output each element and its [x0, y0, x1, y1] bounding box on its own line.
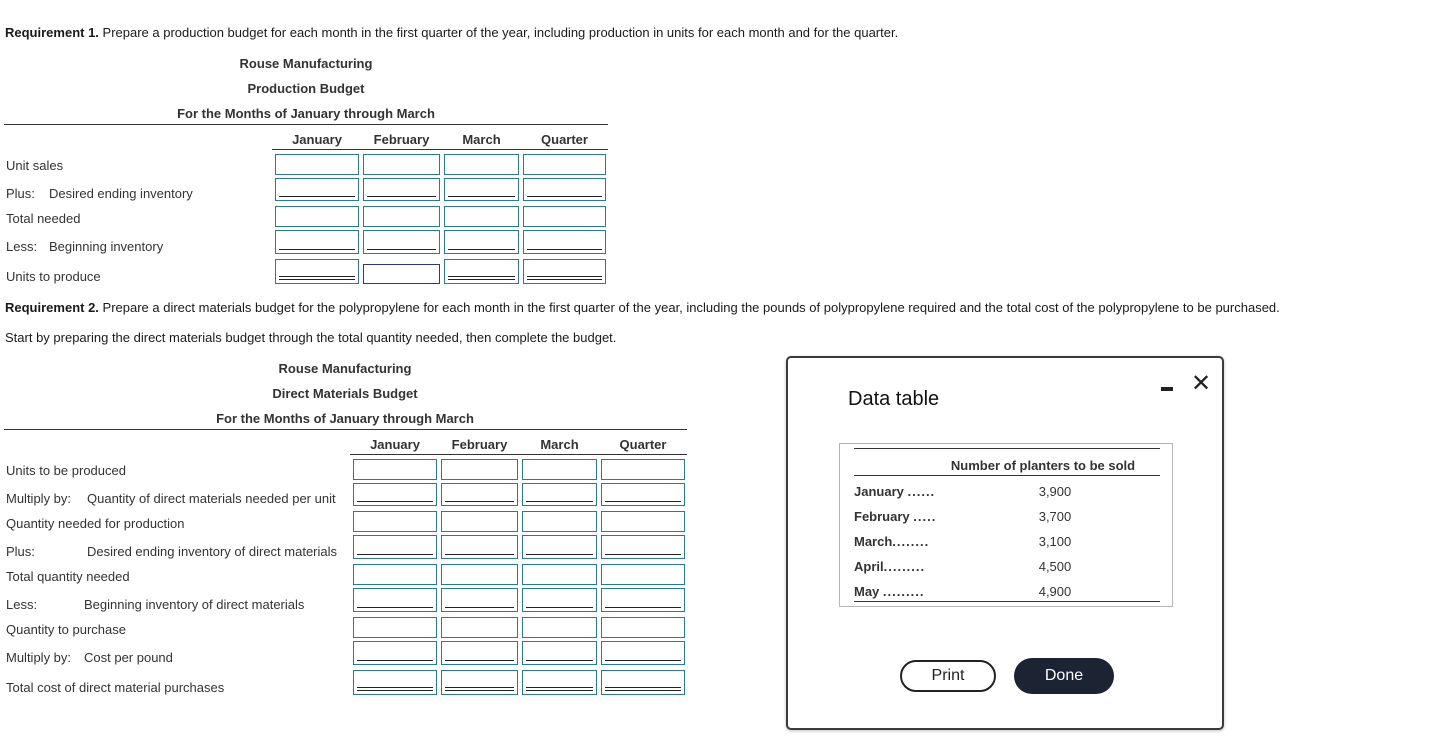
dm-row-units-produced: Units to be produced — [6, 463, 126, 478]
prod-unit-sales-qtr-input[interactable] — [523, 154, 606, 175]
dm-total-cost-mar-input[interactable] — [522, 670, 597, 695]
month-label: January — [854, 484, 904, 499]
data-table-bottom-rule — [854, 601, 1160, 602]
prod-units-to-produce-feb-input[interactable] — [363, 264, 440, 284]
data-row-month — [854, 534, 929, 549]
dm-qty-to-purchase-jan-input[interactable] — [353, 617, 437, 638]
dm-qty-to-purchase-feb-input[interactable] — [441, 617, 518, 638]
dm-header-rule — [4, 429, 687, 430]
dm-row-less — [6, 597, 305, 612]
data-row-value: 4,500 — [1038, 559, 1072, 574]
dm-plus-label: Plus: — [6, 544, 35, 559]
prod-row-units-to-produce: Units to produce — [6, 269, 101, 284]
dm-qty-needed-production-mar-input[interactable] — [522, 511, 597, 532]
dialog-title: Data table — [848, 388, 940, 410]
dm-units-produced-jan-input[interactable] — [353, 459, 437, 480]
minimize-icon[interactable] — [1160, 382, 1174, 396]
requirement-1-label: Requirement 1. — [5, 25, 99, 40]
prod-desired-ending-jan-input[interactable] — [275, 178, 359, 201]
prod-row-unit-sales: Unit sales — [6, 158, 64, 173]
prod-col-january: January — [292, 132, 342, 147]
dm-row-total-qty-needed: Total quantity needed — [6, 569, 130, 584]
prod-row-less — [6, 239, 164, 254]
dm-desired-ending-jan-input[interactable] — [353, 535, 437, 559]
dm-columns-rule — [350, 454, 687, 455]
dm-total-qty-needed-jan-input[interactable] — [353, 564, 437, 585]
prod-total-needed-mar-input[interactable] — [444, 206, 519, 227]
dm-qty-per-unit-jan-input[interactable] — [353, 483, 437, 506]
dm-row-multiply — [6, 491, 336, 506]
data-row-value: 4,900 — [1038, 584, 1072, 599]
prod-beginning-qtr-input[interactable] — [523, 230, 606, 254]
dm-beginning-jan-input[interactable] — [353, 588, 437, 612]
dm-col-quarter: Quarter — [619, 437, 667, 452]
dm-row-plus — [6, 544, 338, 559]
production-company-name: Rouse Manufacturing — [239, 56, 373, 71]
prod-unit-sales-jan-input[interactable] — [275, 154, 359, 175]
dm-less-label: Less: — [6, 597, 38, 612]
month-label: May — [854, 584, 880, 599]
prod-total-needed-qtr-input[interactable] — [523, 206, 606, 227]
leader-dots: ......... — [882, 584, 925, 599]
dm-cost-per-pound-jan-input[interactable] — [353, 641, 437, 665]
dm-multiply-label: Multiply by: — [6, 491, 72, 506]
close-icon[interactable]: ✕ — [1191, 370, 1212, 397]
prod-beginning-mar-input[interactable] — [444, 230, 519, 254]
month-label: April — [854, 559, 884, 574]
done-button[interactable]: Done — [1014, 658, 1114, 694]
dm-company-name: Rouse Manufacturing — [278, 361, 412, 376]
dm-units-produced-qtr-input[interactable] — [601, 459, 685, 480]
month-label: March — [854, 534, 893, 549]
dm-beginning-qtr-input[interactable] — [601, 588, 685, 612]
dm-desired-ending-label: Desired ending inventory of direct materials — [87, 544, 338, 559]
dm-col-february: February — [451, 437, 508, 452]
requirement-2-label: Requirement 2. — [5, 300, 99, 315]
data-row-value: 3,700 — [1038, 509, 1072, 524]
dm-qty-per-unit-qtr-input[interactable] — [601, 483, 685, 506]
dm-col-march: March — [540, 437, 579, 452]
dm-desired-ending-mar-input[interactable] — [522, 535, 597, 559]
prod-beginning-jan-input[interactable] — [275, 230, 359, 254]
dm-row-qty-to-purchase: Quantity to purchase — [6, 622, 126, 637]
prod-col-march: March — [462, 132, 501, 147]
requirement-2-text — [5, 300, 1280, 315]
dm-budget-period: For the Months of January through March — [216, 411, 474, 426]
dm-total-cost-feb-input[interactable] — [441, 670, 518, 695]
prod-units-to-produce-mar-input[interactable] — [444, 259, 519, 284]
month-label: February — [854, 509, 910, 524]
dm-total-qty-needed-mar-input[interactable] — [522, 564, 597, 585]
dm-cost-per-pound-feb-input[interactable] — [441, 641, 518, 665]
dm-desired-ending-feb-input[interactable] — [441, 535, 518, 559]
dm-col-january: January — [370, 437, 420, 452]
prod-desired-ending-mar-input[interactable] — [444, 178, 519, 201]
leader-dots: ......... — [883, 559, 926, 574]
dm-row-total-cost: Total cost of direct material purchases — [6, 680, 225, 695]
prod-plus-label: Plus: — [6, 186, 35, 201]
dm-row-qty-needed-production: Quantity needed for production — [6, 516, 185, 531]
data-row-month — [854, 559, 925, 574]
prod-row-total-needed: Total needed — [6, 211, 81, 226]
production-header-rule — [4, 124, 608, 125]
dm-qty-needed-production-jan-input[interactable] — [353, 511, 437, 532]
production-budget-title: Production Budget — [247, 81, 365, 96]
prod-total-needed-jan-input[interactable] — [275, 206, 359, 227]
leader-dots: ..... — [913, 509, 937, 524]
prod-beginning-label: Beginning inventory — [49, 239, 164, 254]
dm-total-cost-qtr-input[interactable] — [601, 670, 685, 695]
prod-desired-ending-feb-input[interactable] — [363, 178, 440, 201]
dm-multiply2-label: Multiply by: — [6, 650, 72, 665]
dm-cost-per-pound-qtr-input[interactable] — [601, 641, 685, 665]
prod-beginning-feb-input[interactable] — [363, 230, 440, 254]
data-table — [839, 443, 1173, 607]
data-table-dialog — [786, 356, 1224, 730]
requirement-2-body: Prepare a direct materials budget for the polypropylene for each month in the first quarter of the year, including the pounds of polypropylene required and the total cost of the polypropylene to be purchased. — [98, 300, 1280, 315]
requirement-1-body: Prepare a production budget for each month in the first quarter of the year, including production in units for each month and for the quarter. — [98, 25, 899, 40]
leader-dots: ........ — [892, 534, 930, 549]
dm-total-qty-needed-feb-input[interactable] — [441, 564, 518, 585]
dm-qty-needed-production-qtr-input[interactable] — [601, 511, 685, 532]
prod-total-needed-feb-input[interactable] — [363, 206, 440, 227]
dm-qty-per-unit-mar-input[interactable] — [522, 483, 597, 506]
dm-qty-needed-production-feb-input[interactable] — [441, 511, 518, 532]
data-row-month — [854, 484, 935, 499]
dm-units-produced-mar-input[interactable] — [522, 459, 597, 480]
prod-desired-ending-qtr-input[interactable] — [523, 178, 606, 201]
data-row-value: 3,900 — [1038, 484, 1072, 499]
dm-cost-per-pound-mar-input[interactable] — [522, 641, 597, 665]
dm-qty-to-purchase-qtr-input[interactable] — [601, 617, 685, 638]
dm-qty-per-unit-label: Quantity of direct materials needed per unit — [87, 491, 336, 506]
requirement-1-text — [5, 25, 898, 40]
dm-total-cost-jan-input[interactable] — [353, 670, 437, 695]
prod-less-label: Less: — [6, 239, 38, 254]
prod-row-plus — [6, 186, 193, 201]
dm-total-qty-needed-qtr-input[interactable] — [601, 564, 685, 585]
data-row-month — [854, 509, 936, 524]
dm-beginning-feb-input[interactable] — [441, 588, 518, 612]
prod-units-to-produce-jan-input[interactable] — [275, 259, 359, 284]
requirement-2-instruction: Start by preparing the direct materials budget through the total quantity needed, then complete the budget. — [5, 330, 617, 345]
prod-desired-ending-label: Desired ending inventory — [49, 186, 193, 201]
dm-qty-per-unit-feb-input[interactable] — [441, 483, 518, 506]
data-table-header-rule — [854, 475, 1160, 476]
data-table-header: Number of planters to be sold — [950, 458, 1136, 473]
data-row-value: 3,100 — [1038, 534, 1072, 549]
leader-dots: ...... — [907, 484, 936, 499]
dm-budget-title: Direct Materials Budget — [272, 386, 418, 401]
dm-beginning-mar-input[interactable] — [522, 588, 597, 612]
dm-row-multiply-cost — [6, 650, 173, 665]
prod-col-quarter: Quarter — [541, 132, 588, 147]
production-columns-rule — [272, 149, 608, 150]
dm-desired-ending-qtr-input[interactable] — [601, 535, 685, 559]
dm-qty-to-purchase-mar-input[interactable] — [522, 617, 597, 638]
data-row-month — [854, 584, 924, 599]
print-button[interactable]: Print — [900, 660, 996, 692]
prod-units-to-produce-qtr-input[interactable] — [523, 259, 606, 284]
production-budget-period: For the Months of January through March — [177, 106, 435, 121]
prod-unit-sales-mar-input[interactable] — [444, 154, 519, 175]
dm-cost-per-pound-label: Cost per pound — [84, 650, 173, 665]
dm-beginning-label: Beginning inventory of direct materials — [84, 597, 305, 612]
prod-col-february: February — [373, 132, 430, 147]
data-table-top-rule — [854, 448, 1160, 449]
prod-unit-sales-feb-input[interactable] — [363, 154, 440, 175]
dm-units-produced-feb-input[interactable] — [441, 459, 518, 480]
